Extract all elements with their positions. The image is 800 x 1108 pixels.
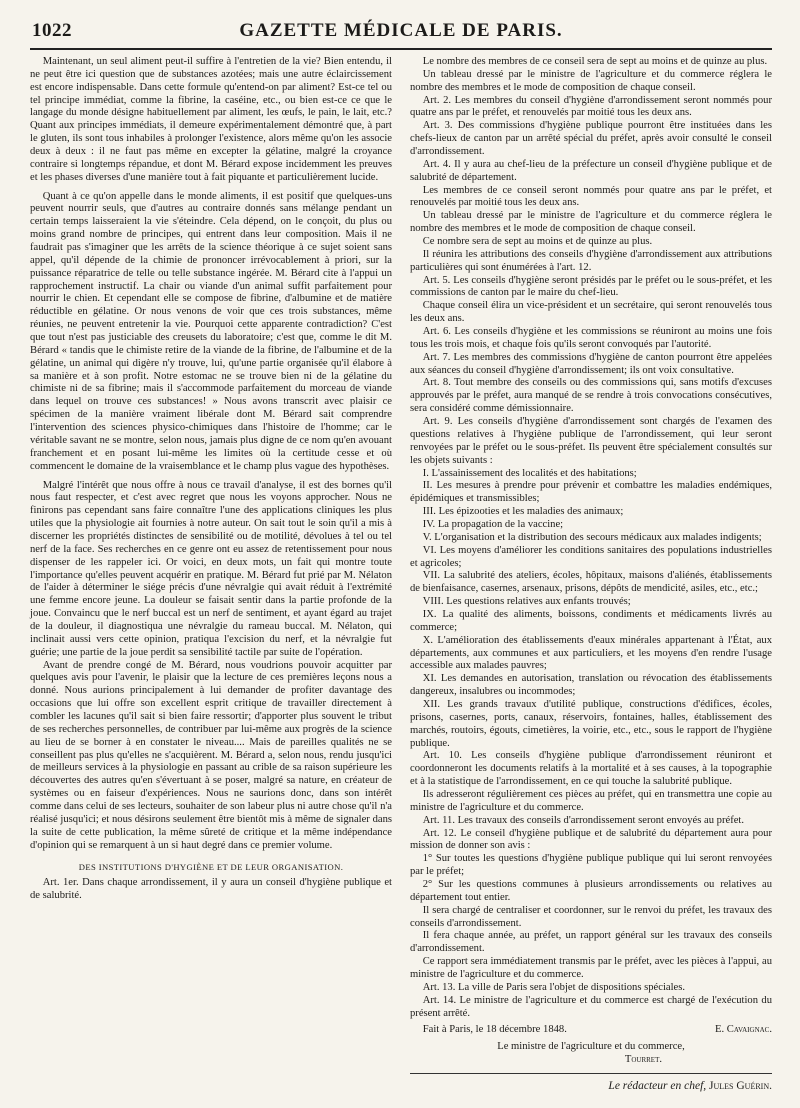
paragraph: Maintenant, un seul aliment peut-il suffire à l'entretien de la vie? Bien entendu, il ne peut être ici question que de substances azotées; mais une autre éclaircissement est encore indispensable. Dans cette formule qu'entend-on par aliment? Est-ce tel ou tel principe immédiat, comme la fibrine, la caséine, etc., ou bien est-ce ce que le langage du monde désigne habituellement par aliment, les œufs, le pain, le lait, etc.? Quant aux principes immédiats, il demeure expérimentalement démontré que, à part le gluten, ils sont tous inhabiles à prolonger l'existence, alors même qu'on les associe deux à deux : il ne faut pas même en excepter la gélatine, malgré la croyance contraire si longtemps répandue, et dont M. Bérard expose incidemment les preuves et les phases diverses d'une manière tout à fait piquante et particulièrement lucide. — [30, 56, 392, 183]
decree-line: Ce nombre sera de sept au moins et de quinze au plus. — [422, 236, 653, 248]
decree-line: II. Les mesures à prendre pour prévenir et combattre les maladies endémiques, épidémiques et transmissibles; — [410, 480, 772, 505]
paragraph: Avant de prendre congé de M. Bérard, nous voudrions pouvoir acquitter par quelques avis pour l'avenir, le plaisir que la lecture de ces premières leçons nous a donné. Nous aurions principalement à lui demander de profiter davantage des occasions que lui offre son excellent esprit critique de travailler directement à combler les lacunes qu'il sait si bien faire ressortir; d'apporter plus souvent le tribut de ses recherches personnelles, de contribuer par lui-même aux progrès de la science au lieu de se borner à en constater le niveau.... Mais de pareilles qualités ne se conseillent pas plus qu'elles ne s'acquièrent. M. Bérard a, selon nous, rendu jusqu'ici de meilleurs services à la physiologie en passant au crible de sa raison supérieure les découvertes des autres qu'en s'évertuant à se poser, malgré sa nature, en créateur de systèmes ou en faiseur d'expériences. Nous ne saurions donc, dans son intérêt comme dans celui de ses lecteurs, souhaiter de son labeur plus ni autre chose qu'il n'a réalisé jusqu'ici; et nous désirons seulement être bientôt mis à même de signaler dans la suite de cette publication, la même sûreté de critique et la même indépendance d'opinion qui se remarquent à un si haut degré dans ce premier volume. — [30, 659, 392, 851]
signer: E. Cavaignac. — [714, 1024, 772, 1036]
decree-line: VIII. Les questions relatives aux enfants trouvés; — [422, 596, 631, 608]
decree-line: Art. 12. Le conseil d'hygiène publique et de salubrité du département aura pour mission de donner son avis : — [410, 827, 772, 852]
editor-prefix: Le rédacteur en chef, — [608, 1080, 707, 1093]
article-1: Art. 1er. Dans chaque arrondissement, il y aura un conseil d'hygiène publique et de salubrité. — [30, 876, 392, 901]
decree-line: IV. La propagation de la vaccine; — [422, 518, 564, 530]
decree-line: Art. 2. Les membres du conseil d'hygiène d'arrondissement seront nommés pour quatre ans par le préfet, et renouvelés par moitié tous les deux ans. — [410, 94, 772, 119]
decree-line: 2° Sur les questions communes à plusieurs arrondissements ou relatives au département tout entier. — [410, 879, 772, 903]
text-columns — [30, 56, 772, 1094]
decree-line: Art. 6. Les conseils d'hygiène et les commissions se réuniront au moins une fois tous les trois mois, et chaque fois qu'ils seront convoqués par l'autorité. — [410, 326, 772, 350]
decree-line: Art. 8. Tout membre des conseils ou des commissions qui, sans motifs d'excuses approuvés par le préfet, aura manqué de se rendre à trois convocations consécutives, sera considéré comme démissionnaire. — [410, 377, 772, 415]
decree-line: Un tableau dressé par le ministre de l'agriculture et du commerce réglera le nombre des membres et le mode de composition de chaque conseil. — [410, 210, 772, 235]
decree-line: Il fera chaque année, au préfet, un rapport général sur les travaux des conseils d'arrondissement. — [410, 930, 772, 955]
decree-line: Ce rapport sera immédiatement transmis par le préfet, avec les pièces à l'appui, au ministre de l'agriculture et du commerce. — [410, 956, 772, 981]
decree-line: Art. 13. La ville de Paris sera l'objet de dispositions spéciales. — [422, 981, 686, 993]
decree-line: Art. 11. Les travaux des conseils d'arrondissement seront envoyés au préfet. — [422, 814, 745, 826]
decree-line: Les membres de ce conseil seront nommés pour quatre ans par le préfet, et renouvelés par moitié tous les deux ans. — [410, 184, 772, 209]
decree-line: Le nombre des membres de ce conseil sera de sept au moins et de quinze au plus. — [422, 56, 768, 67]
decree-line: III. Les épizooties et les maladies des animaux; — [422, 506, 624, 518]
decree-line: V. L'organisation et la distribution des secours médicaux aux malades indigents; — [422, 531, 762, 543]
closing-rule — [410, 1073, 772, 1074]
decree-line: 1° Sur toutes les questions d'hygiène publique publique qui lui seront renvoyées par le préfet; — [410, 853, 772, 878]
decree-line: Art. 9. Les conseils d'hygiène d'arrondissement sont chargés de l'examen des questions relatives à l'hygiène publique de l'arrondissement, qui leur seront renvoyées par le préfet ou le sous-préfet. Ils peuvent être spécialement consultés sur les objets suivants : — [410, 416, 772, 466]
editor-signature — [410, 1080, 772, 1094]
minister-line: Le ministre de l'agriculture et du commerce, — [497, 1041, 685, 1053]
paragraph: Malgré l'intérêt que nous offre à nous ce travail d'analyse, il est des bornes qu'il nous faut respecter, et c'est avec regret que nous les voyons approcher. Nous ne finirons pas cependant sans faire connaître l'une des applications cliniques les plus utiles que la physiologie ait fournies à notre auteur. On sait tout le soin qu'il a mis à discerner les propriétés distinctes de sensibilité ou de motilité, dévolues à tel ou tel nerf de la face. Ses recherches en ce genre ont eu assez de retentissement pour nous dispenser de les rappeler ici. Or voici, en deux mots, un fait qui montre toute l'importance qu'elles peuvent acquérir en pratique. M. Bérard fut prié par M. Nélaton de l'aider à déterminer le siége précis d'une névralgie qui avait réduit à l'extrémité une femme encore jeune. La douleur se faisait sentir dans la partie profonde de la joue. Convaincu que le nerf buccal est un nerf de sentiment, et ayant égard au trajet de la douleur, il diagnostiqua une névralgie du rameau buccal. M. Nélaton, qui inclinait aussi vers cette opinion, pratiqua l'excision du nerf, et la névralgie fut guérie; une partie de la joue perdit sa sensibilité tactile par suite de l'opération. — [30, 479, 392, 658]
decree-line: Art. 7. Les membres des commissions d'hygiène de canton pourront être appelées aux séances du conseil d'hygiène d'arrondissement; ils ont voix consultative. — [410, 351, 772, 376]
date-line — [410, 1024, 772, 1037]
left-column — [30, 56, 392, 1094]
decree-line: VII. La salubrité des ateliers, écoles, hôpitaux, maisons d'aliénés, établissements de bienfaisance, casernes, arsenaux, prisons, dépôts de mendicité, asiles, etc., etc.; — [410, 570, 772, 595]
decree-line: VI. Les moyens d'améliorer les conditions sanitaires des populations industrielles et agricoles; — [410, 544, 772, 569]
decree-line: Art. 4. Il y aura au chef-lieu de la préfecture un conseil d'hygiène publique et de salubrité de département. — [410, 158, 772, 183]
decree-line: Il sera chargé de centraliser et coordonner, sur le renvoi du préfet, les travaux des conseils d'arrondissement. — [410, 904, 772, 929]
editor-name: Jules Guérin. — [709, 1080, 772, 1093]
page-header — [30, 20, 772, 46]
decree-line: Art. 14. Le ministre de l'agriculture et du commerce est chargé de l'exécution du présent arrêté. — [410, 994, 772, 1019]
journal-title: GAZETTE MÉDICALE DE PARIS. — [239, 20, 563, 41]
decree-line: XII. Les grands travaux d'utilité publique, constructions d'édifices, écoles, prisons, casernes, ports, canaux, réservoirs, fontaines, halles, établissement des marchés, routoirs, égouts, cimetières, la voirie, etc., etc., sous le rapport de l'hygiène publique. — [410, 698, 772, 749]
decree-line: Art. 3. Des commissions d'hygiène publique pourront être instituées dans les chefs-lieux de canton par un arrêté spécial du préfet, après avoir consulté le conseil d'arrondissement. — [410, 120, 772, 158]
paragraph: Quant à ce qu'on appelle dans le monde aliments, il est positif que quelques-uns peuvent nourrir seuls, que d'autres au contraire donnés sans mélange pendant un certain temps laisseraient la vie s'éteindre. Cela dépend, on le conçoit, du plus ou moins grand nombre de principes, qui entrent dans leur composition. Mais il ne faudrait pas s'imaginer que les arrêts de la science théorique à ce sujet soient sans appel, qu'il dépende de la chimie de prononcer irrévocablement à priori, sur la puissance réparatrice de telle ou telle substance ingérée. M. Bérard cite à l'appui un rapprochement instructif. La chair ou viande d'un animal suffit parfaitement pour nourrir le chien. Et cependant elle se compose de fibrine, d'albumine et de matière réductible en gélatine. Or nous venons de voir que ces trois substances, même réunies, ne peuvent entretenir la vie. Pourquoi cette apparente contradiction? C'est que tout n'est pas justiciable des creusets du laboratoire; c'est que, comme le dit M. Bérard « tandis que le chimiste retire de la viande de la fibrine, de l'albumine et de la gélatine, un animal qui digère n'y trouve, lui, qu'une partie organisée qu'il élabore à sa manière et à son profit. Notre estomac ne se trouve bien ni de la gélatine du chimiste ni de sa fibrine; mais il s'accommode parfaitement du morceau de viande dans lequel on trouve ces substances! » Nous avons transcrit avec plaisir ce spécimen de la manière vraiment libérale dont M. Bérard sait comprendre l'intervention des sciences physico-chimiques dans l'histoire de l'homme; car le véritable savant ne se montre, selon nous, jamais plus digne de ce nom qu'en avouant franchement et en posant lui-même les limites où la certitude cesse et où commencent le domaine de la vraisemblance et le champ plus vague des hypothèses. — [30, 190, 392, 472]
decree-line: Ils adresseront régulièrement ces pièces au préfet, qui en transmettra une copie au ministre de l'agriculture et du commerce. — [410, 788, 772, 813]
decree-line: Art. 5. Les conseils d'hygiène seront présidés par le préfet ou le sous-préfet, et les commissions de canton par le maire du chef-lieu. — [410, 274, 772, 299]
decree-line: XI. Les demandes en autorisation, translation ou révocation des établissements dangereux, insalubres ou incommodes; — [410, 673, 772, 698]
right-column — [410, 56, 772, 1094]
decree-articles — [410, 56, 772, 1020]
page-number: 1022 — [32, 20, 72, 41]
decree-line: IX. La qualité des aliments, boissons, condiments et médicaments livrés au commerce; — [410, 608, 772, 633]
minister-name: Tourret. — [624, 1054, 662, 1066]
decree-line: Un tableau dressé par le ministre de l'agriculture et du commerce réglera le nombre des membres et le mode de composition de chaque conseil. — [410, 68, 772, 93]
section-title: DES INSTITUTIONS D'HYGIÈNE ET DE LEUR ORGANISATION. — [78, 862, 344, 873]
decree-line: Chaque conseil élira un vice-président et un secrétaire, qui seront renouvelés tous les deux ans. — [410, 300, 772, 325]
decree-line: Art. 10. Les conseils d'hygiène publique d'arrondissement réuniront et coordonneront les documents relatifs à la mortalité et à ses causes, à la topographie et à la statistique de l'arrondissement, en ce qui touche la salubrité publique. — [410, 750, 772, 788]
header-rule — [30, 48, 772, 50]
decree-line: I. L'assainissement des localités et des habitations; — [422, 467, 637, 479]
decree-line: Il réunira les attributions des conseils d'hygiène d'arrondissement aux attributions particulières qui sont énumérées à l'art. 12. — [410, 248, 772, 273]
decree-line: X. L'amélioration des établissements d'eaux minérales appartenant à l'État, aux départements, aux communes et aux particuliers, et les moyens d'en rendre l'usage accessible aux malades pauvres; — [410, 634, 772, 672]
date-text: Fait à Paris, le 18 décembre 1848. — [422, 1024, 567, 1036]
